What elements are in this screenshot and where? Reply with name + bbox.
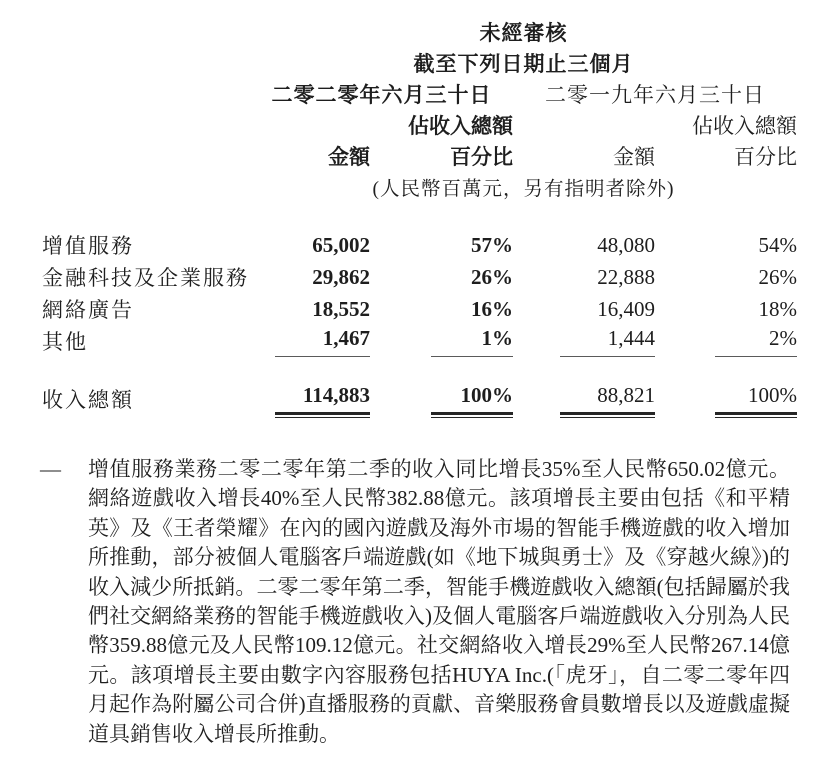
column-header-pct-of-total-2019: 佔收入總額 [692, 113, 797, 138]
table-title-period: 截至下列日期止三個月 [413, 51, 634, 76]
subtotal-rule: 1,467 [275, 326, 370, 357]
column-header-percentage-2019: 百分比 [734, 144, 797, 169]
row-label: 網絡廣告 [42, 298, 134, 322]
total-pct-2019 [655, 383, 797, 415]
total-amount-2020 [250, 383, 370, 415]
column-header-period-2020: 二零二零年六月三十日 [271, 82, 492, 107]
amount-2020-value: 65,002 [312, 232, 370, 257]
total-double-rule: 100% [431, 383, 513, 415]
row-label: 金融科技及企業服務 [42, 266, 249, 290]
pct-2019-value: 18% [758, 296, 797, 321]
column-header-amount-2019: 金額 [613, 144, 655, 169]
footnote [40, 455, 790, 749]
total-row [42, 383, 797, 415]
total-label: 收入總額 [42, 388, 134, 412]
total-double-rule: 100% [715, 383, 797, 415]
pct-2020-value [370, 325, 513, 357]
pct-2020-value: 26% [471, 264, 513, 289]
amount-2019-value: 48,080 [597, 232, 655, 257]
subtotal-rule: 2% [715, 326, 797, 357]
column-header-amount-2020: 金額 [328, 144, 370, 169]
amount-2020-value [250, 325, 370, 357]
total-double-rule: 114,883 [275, 383, 370, 415]
footnote-dash-marker: — [40, 457, 61, 481]
column-header-period-2019: 二零一九年六月三十日 [545, 82, 765, 107]
amount-2020-value: 29,862 [312, 264, 370, 289]
total-double-rule: 88,821 [560, 383, 655, 415]
pct-2019-value: 26% [758, 264, 797, 289]
pct-2019-value [655, 325, 797, 357]
table-row [42, 261, 797, 293]
pct-2020-value: 16% [471, 296, 513, 321]
pct-2019-value: 54% [758, 232, 797, 257]
row-label: 增值服務 [42, 234, 134, 258]
column-header-pct-of-total-2020: 佔收入總額 [408, 113, 513, 138]
column-header-percentage-2020: 百分比 [450, 144, 513, 169]
amount-2019-value: 22,888 [597, 264, 655, 289]
amount-2019-value: 16,409 [597, 296, 655, 321]
row-label: 其他 [42, 330, 88, 354]
table-title-unaudited: 未經審核 [479, 20, 568, 45]
pct-2020-value: 57% [471, 232, 513, 257]
total-amount-2019 [513, 383, 655, 415]
table-row [42, 325, 797, 357]
amount-2020-value: 18,552 [312, 296, 370, 321]
currency-unit-note: (人民幣百萬元，另有指明者除外) [372, 178, 675, 200]
subtotal-rule: 1,444 [560, 326, 655, 357]
footnote-text: 增值服務業務二零二零年第二季的收入同比增長35%至人民幣650.02億元。網絡遊戲收入增長40%至人民幣382.88億元。該項增長主要由包括《和平精英》及《王者榮耀》在內的國內遊戲及海外市場的智能手機遊戲的收入增加所推動，部分被個人電腦客戶端遊戲(如《地下城與勇士》及《穿越火線》)的收入減少所抵銷。二零二零年第二季，智能手機遊戲收入總額(包括歸屬於我們社交網絡業務的智能手機遊戲收入)及個人電腦客戶端遊戲收入分別為人民幣359.88億元及人民幣109.12億元。社交網絡收入增長29%至人民幣267.14億元。該項增長主要由數字內容服務包括HUYA Inc.(「虎牙」，自二零二零年四月起作為附屬公司合併)直播服務的貢獻、音樂服務會員數增長以及遊戲虛擬道具銷售收入增長所推動。 [88, 457, 790, 746]
amount-2019-value [513, 325, 655, 357]
subtotal-rule: 1% [431, 326, 513, 357]
total-pct-2020 [370, 383, 513, 415]
revenue-table [42, 16, 797, 415]
table-row [42, 293, 797, 325]
table-row [42, 229, 797, 261]
